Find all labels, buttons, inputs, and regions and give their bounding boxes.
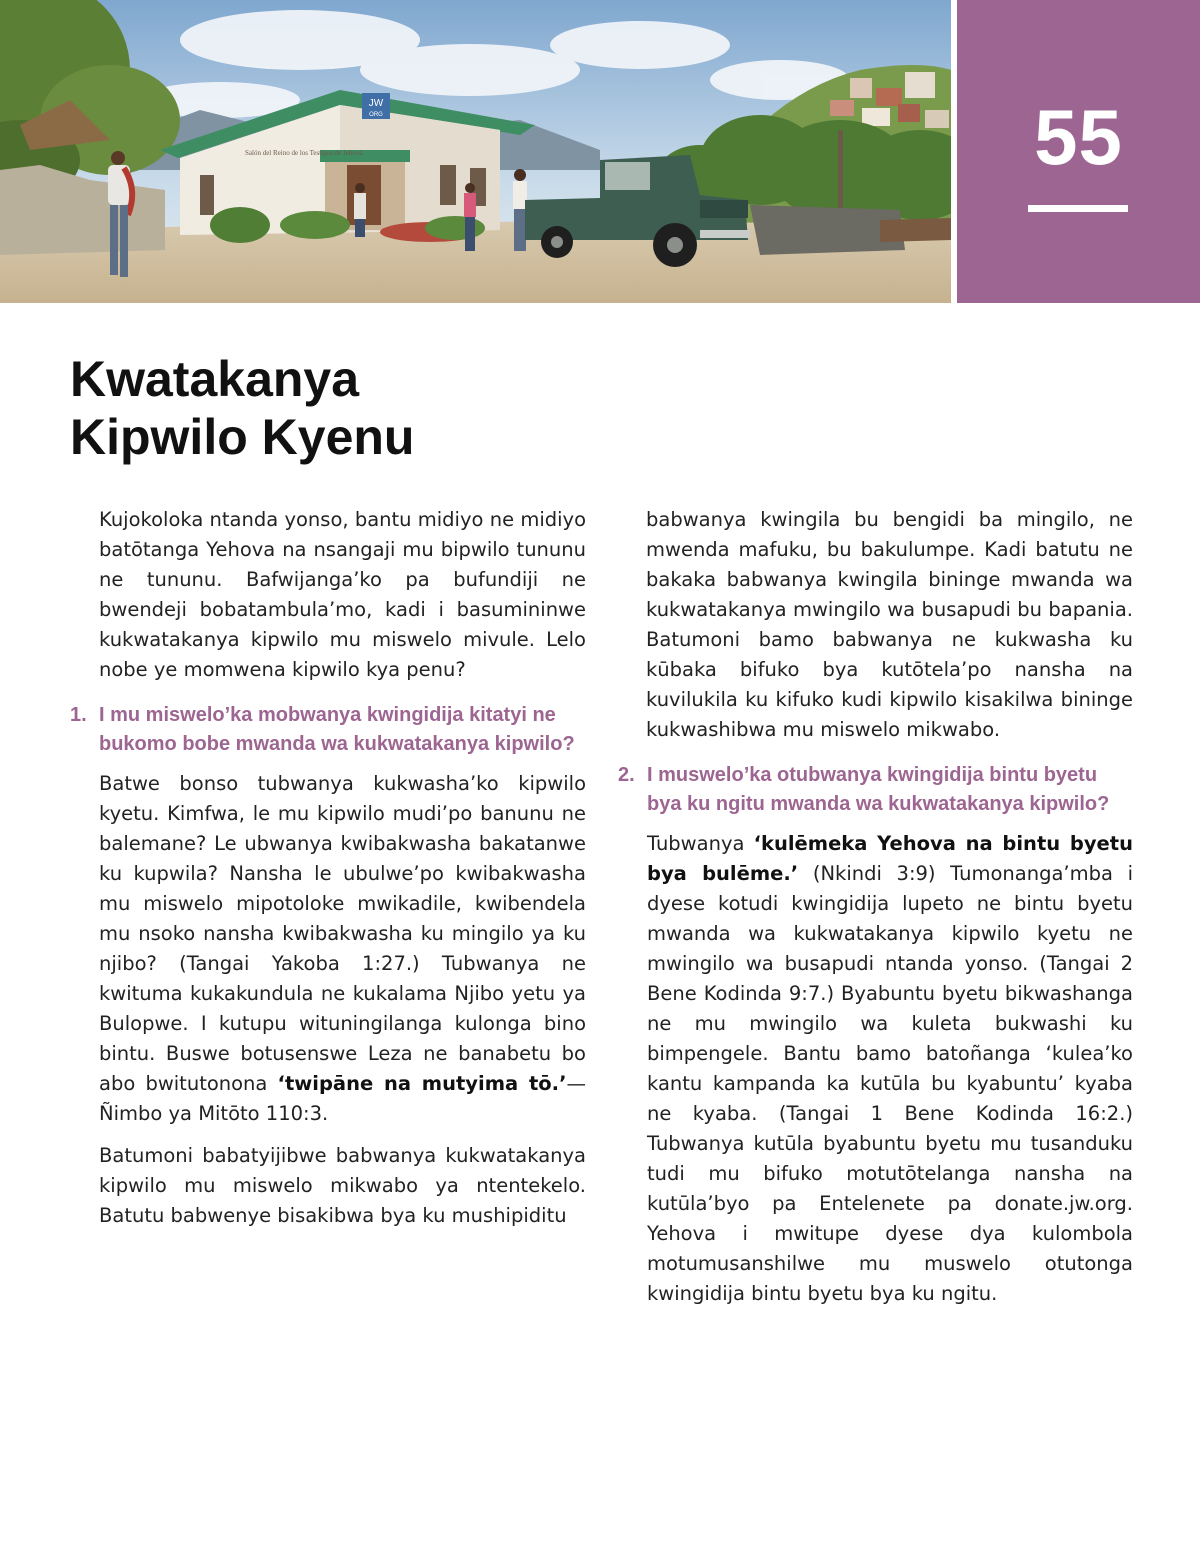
svg-text:ORG: ORG xyxy=(369,112,383,118)
section-1-p1-bold-quote: ‘twipāne na mutyima tō.’ xyxy=(277,1072,567,1095)
lesson-number-box xyxy=(957,0,1200,303)
right-column xyxy=(618,505,1133,1321)
section-2-p1-rest: (Nkindi 3:9) Tumonanga’mba i dyese kotudi kwingidija lupeto ne bintu byetu mwanda wa kukwatakanya kipwilo kyetu ne mwingilo wa busapudi ntanda yonso. (Tangai 2 Bene Kodinda 9:7.) Byabuntu byetu bikwashanga ne mu mwingilo wa kuleta bukwashi ku bimpengele. Bantu bamo batoñanga ‘kulea’ko kantu kampanda ka kutūla bu kyabuntu’ kyaba ne kyaba. (Tangai 1 Bene Kodinda 16:2.) Tubwanya kutūla byabuntu byetu mu tusanduku tudi mu bifuko motutōtelanga nansha na kutūla’byo pa Entelenete pa donate.jw.org. Yehova i mwitupe dyese dya kulombola motumusanshilwe mu muswelo otutonga kwingidija bintu byetu bya ku ngitu. xyxy=(647,862,1133,1305)
header-illustration xyxy=(0,0,951,303)
question-2-number: 2. xyxy=(618,764,635,786)
person-child xyxy=(464,183,476,251)
title-line-2: Kipwilo Kyenu xyxy=(70,409,415,465)
section-2-p1-bold-quote: ‘kulēmeka Yehova na bintu byetu bya bulēme.’ xyxy=(647,832,1133,885)
section-1-paragraph-1 xyxy=(70,769,586,1129)
section-1-p1-reference: —Ñimbo ya Mitōto 110:3. xyxy=(99,1072,586,1125)
kingdom-hall-scene xyxy=(0,0,951,303)
building-sign-text: Salón del Reino de los Testigos de Jehová xyxy=(245,149,363,157)
title-line-1: Kwatakanya xyxy=(70,351,360,407)
wooden-fence xyxy=(880,218,951,242)
question-2 xyxy=(618,761,1133,819)
lesson-number-underline xyxy=(1028,205,1128,212)
page-title xyxy=(70,350,414,466)
section-1-paragraph-2-continued: babwanya kwingila bu bengidi ba mingilo, ne mwenda mafuku, bu bakulumpe. Kadi batutu ne bakaka babwanya kwingila bininge mwanda wa kukwatakanya mwingilo wa busapudi bu bapania. Batumoni bamo babwanya ne kukwasha ku kūbaka bifuko bya kutōtela’po nansha na kuvilukila ku kifuko kudi kipwilo kisakilwa bininge kukwashibwa mu miswelo mikwabo. xyxy=(646,508,1133,741)
person-raking xyxy=(513,169,527,251)
jw-org-logo xyxy=(362,93,390,119)
section-2-p1-text: Tubwanya xyxy=(647,832,754,855)
left-column xyxy=(70,505,586,1243)
section-1-paragraph-2: Batumoni babatyijibwe babwanya kukwatakanya kipwilo mu miswelo mikwabo ya ntentekelo. Batutu babwenye bisakibwa bya ku mushipiditu xyxy=(99,1144,586,1227)
intro-paragraph: Kujokoloka ntanda yonso, bantu midiyo ne midiyo batōtanga Yehova na nsangaji mu bipwilo tununu ne tununu. Bafwijanga’ko pa bufundiji ne bwendeji bobatambula’mo, kadi i basumininwe kukwatakanya kipwilo mu miswelo mivule. Lelo nobe ye momwena kipwilo kya penu? xyxy=(99,508,586,681)
lesson-number: 55 xyxy=(1034,93,1123,181)
question-1-number: 1. xyxy=(70,704,87,726)
section-1-p1-text: Batwe bonso tubwanya kukwasha’ko kipwilo kyetu. Kimfwa, le mu kipwilo mudi’po banunu ne balemane? Le ubwanya kwibakwasha bakatanwe ku kupwila? Nansha le ubulwe’po kwibakwasha mu miswelo mipotoloke mwikadile, kwibendela mu nsoko nansha kwibakwasha ku mingilo ya ku njibo? (Tangai Yakoba 1:27.) Tubwanya ne kwituma kukakundula ne kukalama Njibo yetu ya Bulopwe. I kutupu wituningilanga kulonga bino bintu. Buswe botusenswe Leza ne banabetu bo abo bwitutonona xyxy=(99,772,586,1095)
question-1 xyxy=(70,701,586,759)
question-2-text: I muswelo’ka otubwanya kwingidija bintu byetu bya ku ngitu mwanda wa kukwatakanya kipwilo? xyxy=(647,764,1110,815)
svg-text:JW: JW xyxy=(368,98,384,109)
section-2-paragraph-1 xyxy=(618,829,1133,1309)
question-1-text: I mu miswelo’ka mobwanya kwingidija kitatyi ne bukomo bobe mwanda wa kukwatakanya kipwilo? xyxy=(99,704,575,755)
